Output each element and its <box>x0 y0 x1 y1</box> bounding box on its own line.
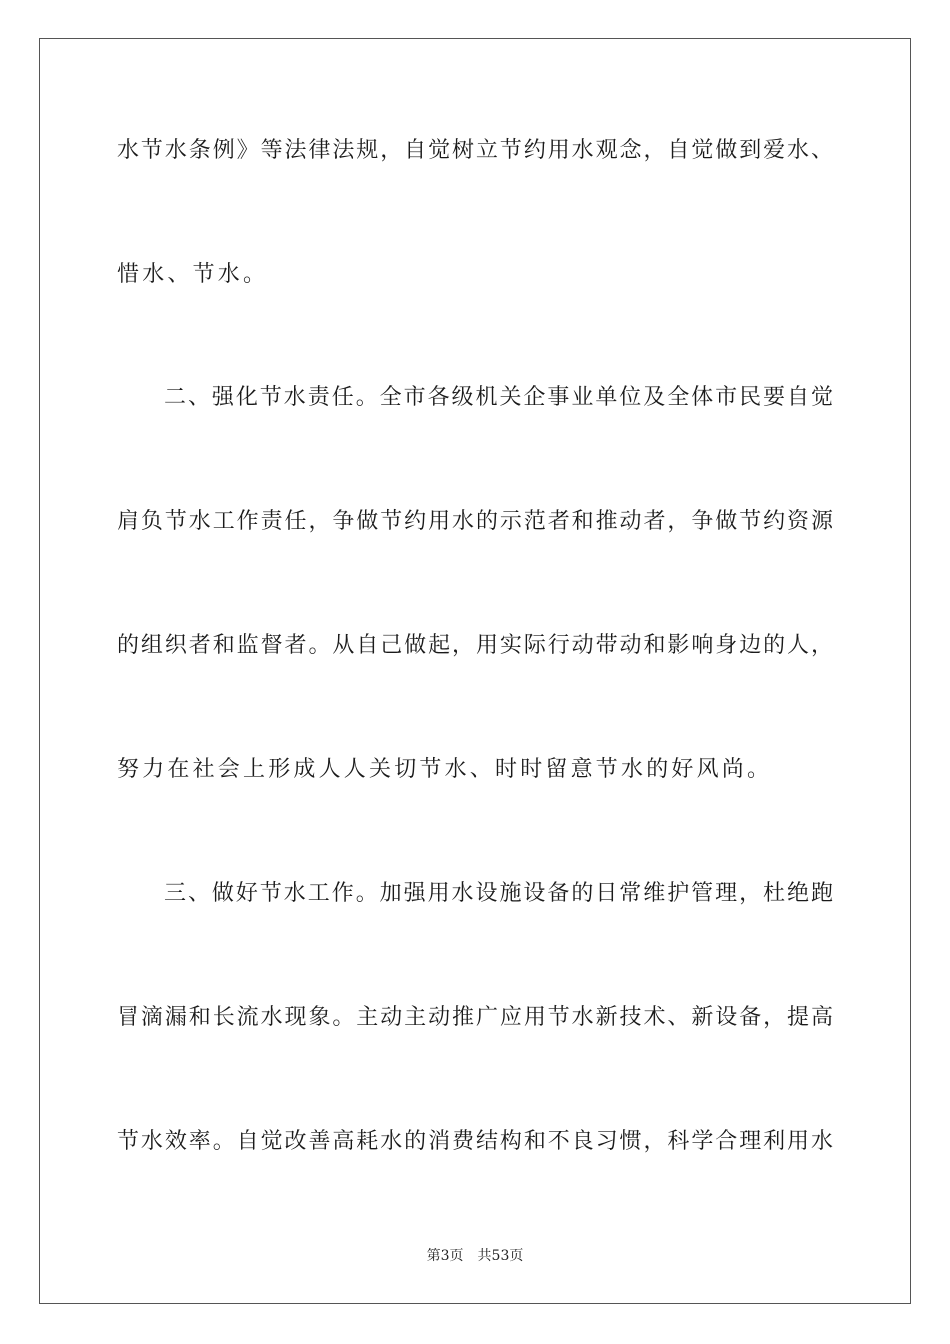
paragraph-line: 节水效率。自觉改善高耗水的消费结构和不良习惯，科学合理利用水 <box>117 1129 833 1154</box>
paragraph-line: 三、做好节水工作。加强用水设施设备的日常维护管理，杜绝跑 <box>164 881 833 906</box>
paragraph-line: 肩负节水工作责任，争做节约用水的示范者和推动者，争做节约资源 <box>117 509 833 534</box>
paragraph-line: 努力在社会上形成人人关切节水、时时留意节水的好风尚。 <box>117 757 773 782</box>
page-footer <box>0 1246 950 1266</box>
paragraph-line: 水节水条例》等法律法规，自觉树立节约用水观念，自觉做到爱水、 <box>117 138 833 163</box>
paragraph-line: 惜水、节水。 <box>117 262 269 287</box>
paragraph-line: 二、强化节水责任。全市各级机关企事业单位及全体市民要自觉 <box>164 385 833 410</box>
paragraph-line: 冒滴漏和长流水现象。主动主动推广应用节水新技术、新设备，提高 <box>117 1005 833 1030</box>
paragraph-line: 的组织者和监督者。从自己做起，用实际行动带动和影响身边的人， <box>117 633 833 658</box>
total-pages: 共53页 <box>477 1248 524 1264</box>
page-frame <box>39 38 911 1304</box>
page-number: 第3页 <box>426 1248 464 1264</box>
